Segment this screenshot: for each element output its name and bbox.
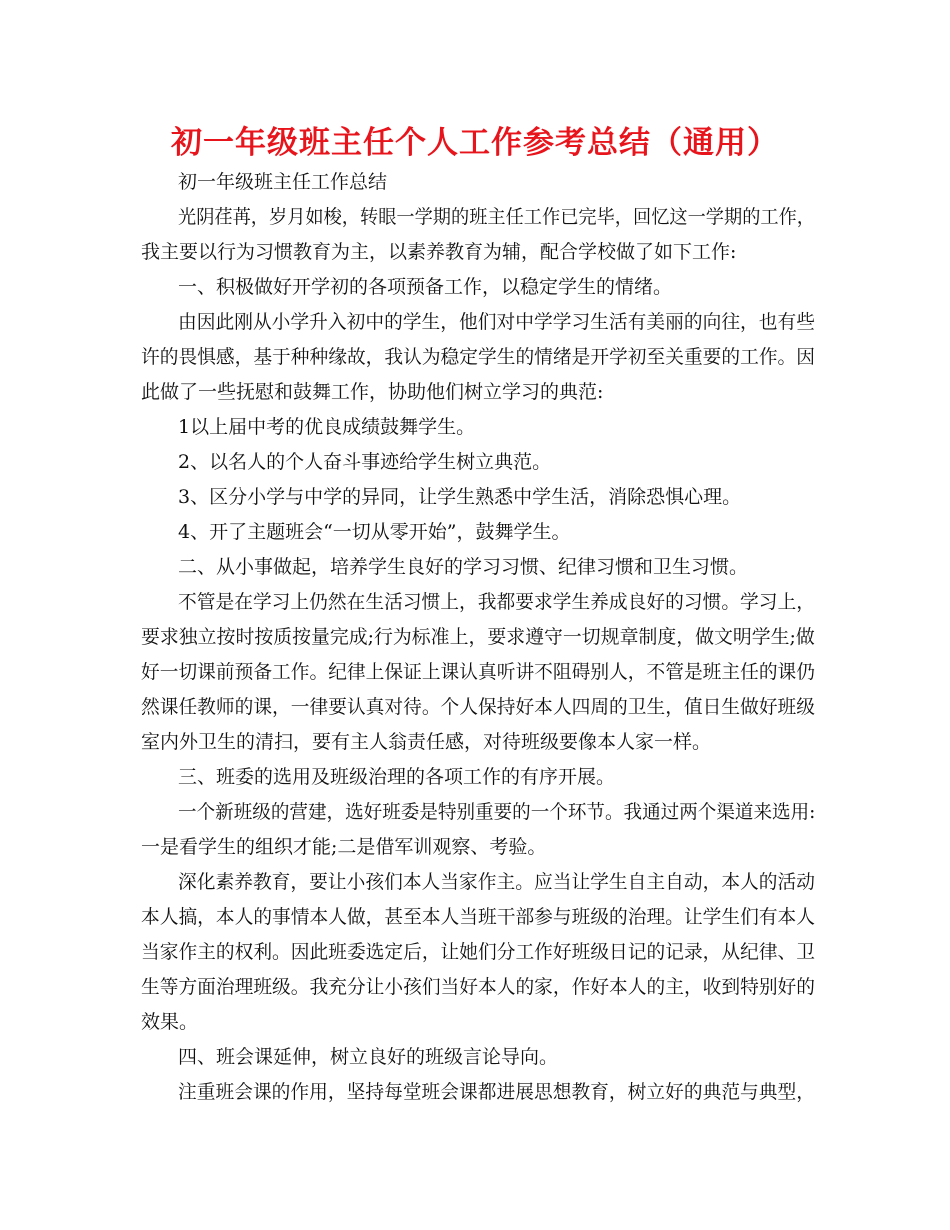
paragraph-line: 效果。 <box>141 1011 199 1033</box>
section-heading: 三、班委的选用及班级治理的各项工作的有序开展。 <box>178 766 616 788</box>
paragraph-line: 本人搞，本人的事情本人做，甚至本人当班干部参与班级的治理。让学生们有本人 <box>141 906 816 928</box>
list-item: 4、开了主题班会“一切从零开始”，鼓舞学生。 <box>178 521 571 543</box>
section-heading: 四、班会课延伸，树立良好的班级言论导向。 <box>178 1046 559 1068</box>
paragraph-line: 注重班会课的作用，坚持每堂班会课都进展思想教育，树立好的典范与典型， <box>178 1081 816 1103</box>
paragraph-line: 一个新班级的营建，选好班委是特别重要的一个环节。我通过两个渠道来选用: <box>178 801 816 823</box>
paragraph-line: 由因此刚从小学升入初中的学生，他们对中学学习生活有美丽的向往，也有些 <box>178 311 816 333</box>
paragraph-line: 此做了一些抚慰和鼓舞工作，协助他们树立学习的典范: <box>141 381 604 403</box>
paragraph-line: 当家作主的权利。因此班委选定后，让她们分工作好班级日记的记录，从纪律、卫 <box>141 941 816 963</box>
list-item: 2、以名人的个人奋斗事迹给学生树立典范。 <box>178 451 552 473</box>
doc-subtitle: 初一年级班主任工作总结 <box>178 171 388 193</box>
paragraph-line: 好一切课前预备工作。纪律上保证上课认真听讲不阻碍别人，不管是班主任的课仍 <box>141 661 816 683</box>
paragraph-line: 光阴荏苒，岁月如梭，转眼一学期的班主任工作已完毕，回忆这一学期的工作， <box>178 206 816 228</box>
paragraph-line: 生等方面治理班级。我充分让小孩们当好本人的家，作好本人的主，收到特别好的 <box>141 976 816 998</box>
paragraph-line: 要求独立按时按质按量完成;行为标准上，要求遵守一切规章制度，做文明学生;做 <box>141 626 815 648</box>
paragraph-line: 许的畏惧感，基于种种缘故，我认为稳定学生的情绪是开学初至关重要的工作。因 <box>141 346 816 368</box>
paragraph-line: 我主要以行为习惯教育为主，以素养教育为辅，配合学校做了如下工作: <box>141 241 737 263</box>
paragraph-line: 深化素养教育，要让小孩们本人当家作主。应当让学生自主自动，本人的活动 <box>178 871 816 893</box>
paragraph-line: 不管是在学习上仍然在生活习惯上，我都要求学生养成良好的习惯。学习上， <box>178 591 816 613</box>
section-heading: 二、从小事做起，培养学生良好的学习习惯、纪律习惯和卫生习惯。 <box>178 556 749 578</box>
paragraph-line: 一是看学生的组织才能;二是借军训观察、考验。 <box>141 836 547 858</box>
paragraph-line: 室内外卫生的清扫，要有主人翁责任感，对待班级要像本人家一样。 <box>141 731 712 753</box>
section-heading: 一、积极做好开学初的各项预备工作，以稳定学生的情绪。 <box>178 276 673 298</box>
paragraph-line: 然课任教师的课，一律要认真对待。个人保持好本人四周的卫生，值日生做好班级 <box>141 696 816 718</box>
list-item: 3、区分小学与中学的异同，让学生熟悉中学生活，消除恐惧心理。 <box>178 486 742 508</box>
list-item: 1以上届中考的优良成绩鼓舞学生。 <box>178 416 476 438</box>
document-title: 初一年级班主任个人工作参考总结（通用） <box>171 125 779 161</box>
